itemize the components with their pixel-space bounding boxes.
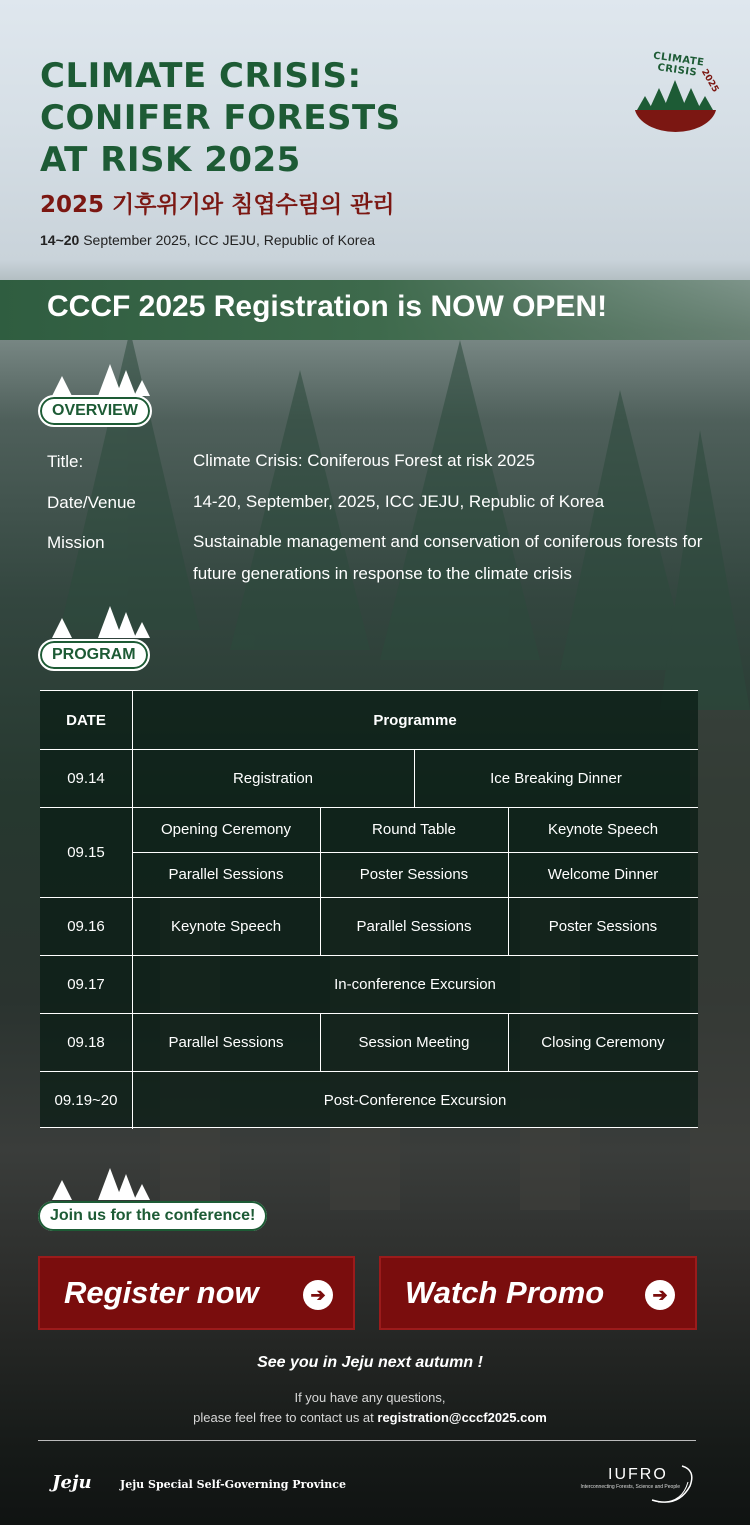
pine-trees-icon — [50, 604, 150, 640]
program-cell: Keynote Speech — [547, 821, 659, 838]
contact-text — [0, 1410, 740, 1425]
arrow-right-icon: ➔ — [303, 1280, 333, 1310]
register-now-button[interactable] — [38, 1256, 355, 1330]
program-cell: Registration — [232, 769, 314, 787]
program-cell: Poster Sessions — [359, 866, 469, 883]
join-pill: Join us for the conference! — [38, 1201, 267, 1231]
title-line-3: AT RISK 2025 — [40, 140, 301, 180]
program-cell: Welcome Dinner — [547, 866, 659, 883]
pine-trees-icon — [50, 1166, 150, 1202]
program-cell: Closing Ceremony — [541, 1033, 665, 1051]
questions-text: If you have any questions, — [294, 1390, 446, 1405]
row-date: 09.17 — [67, 975, 105, 993]
dates-rest: September 2025, ICC JEJU, Republic of Korea — [79, 232, 376, 248]
arrow-right-icon: ➔ — [645, 1280, 675, 1310]
program-cell: Parallel Sessions — [356, 917, 472, 935]
program-pill: PROGRAM — [38, 639, 150, 671]
overview-label: Mission — [47, 533, 105, 552]
jeju-logo: Jeju — [52, 1472, 92, 1493]
watch-promo-label: Watch Promo — [405, 1275, 605, 1310]
program-cell: Post-Conference Excursion — [323, 1091, 507, 1109]
row-date: 09.18 — [67, 1033, 105, 1051]
contact-email-link[interactable]: registration@cccf2025.com — [377, 1410, 547, 1425]
iufro-tagline: Interconnecting Forests, Science and People — [580, 1484, 680, 1490]
badge-trees-icon — [633, 80, 718, 138]
registration-banner-text: CCCF 2025 Registration is NOW OPEN! — [47, 290, 608, 323]
row-date: 09.19~20 — [54, 1091, 118, 1109]
program-cell: Poster Sessions — [548, 917, 658, 935]
program-cell: Ice Breaking Dinner — [490, 769, 622, 787]
overview-label: Title: — [47, 452, 84, 471]
header-programme: Programme — [373, 711, 457, 729]
program-cell: Session Meeting — [358, 1033, 470, 1051]
badge-year: 2025 — [698, 67, 721, 95]
overview-pill: OVERVIEW — [38, 395, 152, 427]
program-cell: Round Table — [372, 821, 456, 838]
title-line-2: CONIFER FORESTS — [40, 98, 401, 138]
contact-prefix: please feel free to contact us at — [193, 1410, 378, 1425]
register-now-label: Register now — [64, 1275, 259, 1310]
badge-text: CLIMATE CRISIS — [652, 50, 706, 79]
overview-value: Climate Crisis: Coniferous Forest at risk 2025 — [193, 451, 536, 470]
iufro-swirl-icon — [648, 1464, 696, 1506]
iufro-logo: IUFRO — [608, 1466, 668, 1483]
footer-divider — [38, 1440, 696, 1441]
event-dates — [40, 232, 375, 248]
title-line-1: CLIMATE CRISIS: — [40, 56, 362, 96]
dates-bold: 14~20 — [40, 232, 80, 248]
watch-promo-button[interactable] — [379, 1256, 697, 1330]
program-cell: Opening Ceremony — [160, 821, 292, 838]
row-date: 09.15 — [67, 843, 105, 861]
event-title — [40, 55, 401, 181]
overview-value: 14-20, September, 2025, ICC JEJU, Republic of Korea — [193, 492, 605, 511]
program-cell: Parallel Sessions — [168, 866, 284, 883]
row-date: 09.16 — [67, 917, 105, 935]
header-date: DATE — [66, 711, 106, 729]
program-table — [40, 690, 698, 1128]
program-cell: Parallel Sessions — [168, 1033, 284, 1051]
jeju-province-text: Jeju Special Self-Governing Province — [120, 1478, 346, 1491]
event-badge-logo — [625, 50, 725, 140]
overview-value: Sustainable management and conservation of coniferous forests for future generations in response to the climate crisis — [193, 532, 703, 583]
program-cell: In-conference Excursion — [334, 975, 496, 993]
row-date: 09.14 — [67, 769, 105, 787]
pine-trees-icon — [50, 362, 150, 398]
overview-label: Date/Venue — [47, 493, 136, 512]
see-you-text: See you in Jeju next autumn ! — [257, 1354, 483, 1371]
program-cell: Keynote Speech — [170, 917, 282, 935]
korean-subtitle: 2025 기후위기와 침엽수림의 관리 — [40, 192, 395, 218]
